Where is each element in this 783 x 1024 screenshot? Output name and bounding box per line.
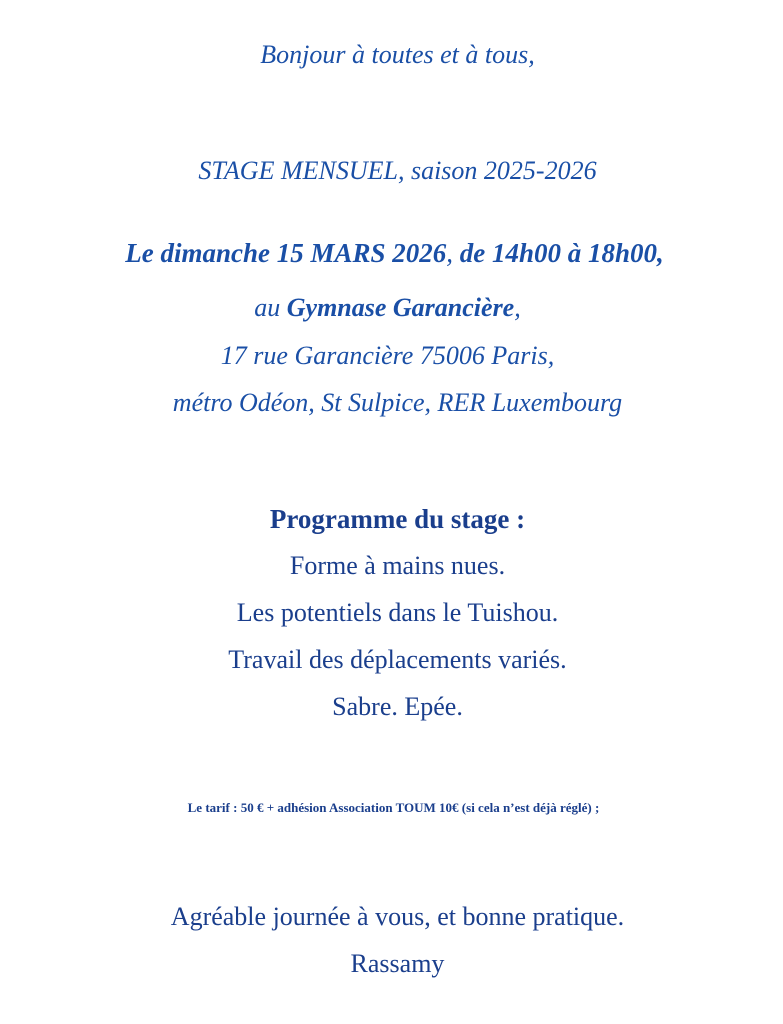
event-time: de 14h00 à 18h00, [453,238,664,268]
date-line [3,240,783,267]
tarif-text: Le tarif : 50 € + adhésion Association TOUM 10€ (si cela n’est déjà réglé) ; [187,800,600,815]
programme-item: Les potentiels dans le Tuishou. [236,598,559,627]
venue-transport: métro Odéon, St Sulpice, RER Luxembourg [172,388,623,417]
closing-text: Agréable journée à vous, et bonne pratique. [170,902,625,931]
programme-title: Programme du stage : [269,504,526,534]
programme-item: Travail des déplacements variés. [228,645,567,674]
venue-suffix: , [514,293,521,322]
programme-item: Sabre. Epée. [332,692,463,721]
greeting-text: Bonjour à toutes et à tous, [260,40,535,69]
venue-prefix: au [254,293,287,322]
programme-item: Forme à mains nues. [289,551,506,580]
date-separator: , [446,238,453,268]
stage-title: STAGE MENSUEL, saison 2025-2026 [198,156,597,185]
venue-address: 17 rue Garancière 75006 Paris, [220,341,555,370]
event-date: Le dimanche 15 MARS 2026 [125,238,447,268]
venue-line [0,295,779,321]
signature-text: Rassamy [350,949,445,978]
venue-name: Gymnase Garancière [286,293,515,322]
